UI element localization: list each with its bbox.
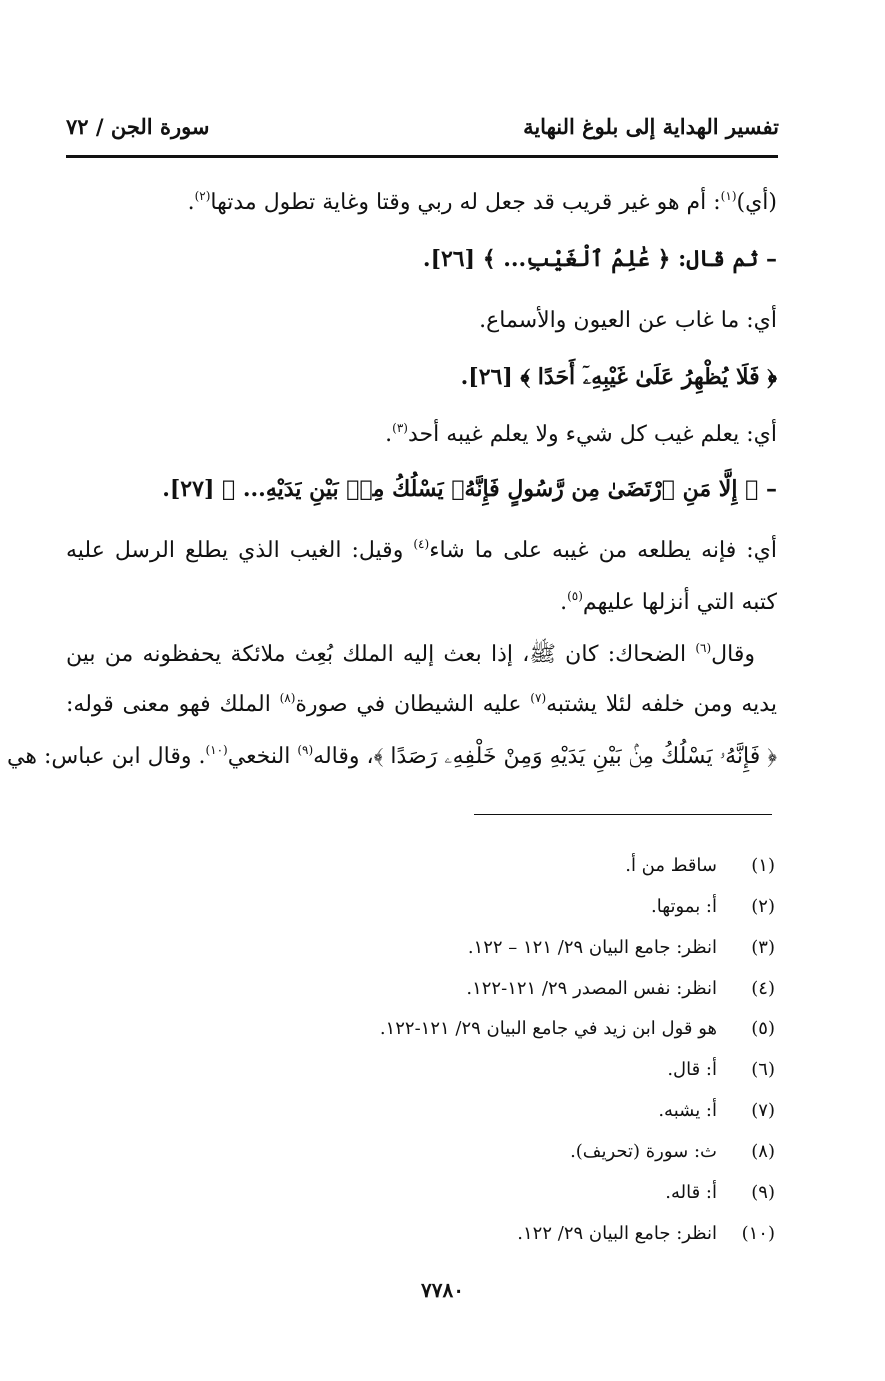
page-number: ٧٧٨٠: [421, 1278, 464, 1302]
footnote-text: انظر: نفس المصدر ٢٩/ ١٢١-١٢٢.: [466, 978, 717, 999]
footnote-ref: (٣): [392, 421, 408, 435]
footnote-ref: (٦): [695, 641, 712, 655]
body-line-6: – ﴿ إِلَّا مَنِ ٱرْتَضَىٰ مِن رَّسُولٍ فَإِنَّهُۥ يَسْلُكُ مِنۢ بَيْنِ يَدَيْهِ... ﴾ [٢٧].: [162, 476, 777, 502]
footnote-item: [667, 1056, 775, 1084]
footnote-number: (٢): [751, 896, 775, 917]
body-line-3: أي: ما غاب عن العيون والأسماع.: [479, 308, 777, 333]
body-line-9: وقال$^{(٦)}$ الضحاك: كان ﷺ، إذا بعث إليه الملك بُعِث ملائكة يحفظونه من بين: [66, 641, 755, 667]
footnote-separator: [474, 814, 772, 815]
footnote-number: (٥): [751, 1018, 775, 1039]
footnote-ref: (٥): [567, 589, 583, 603]
footnote-item: [651, 893, 775, 921]
footnote-item: [570, 1138, 775, 1166]
footnote-ref: (٢): [194, 189, 211, 203]
footnote-text: أ: يشبه.: [658, 1100, 717, 1121]
footnote-number: (٣): [751, 937, 775, 958]
book-title: تفسير الهداية إلى بلوغ النهاية: [523, 114, 779, 139]
body-line-4: ﴿ فَلَا يُظْهِرُ عَلَىٰ غَيْبِهِۦٓ أَحَدًا ﴾ [٢٦].: [460, 364, 777, 390]
footnote-item: [658, 1097, 775, 1125]
footnote-item: [517, 1220, 775, 1248]
footnote-ref: (١٠): [205, 743, 228, 757]
footnote-number: (٨): [751, 1141, 775, 1162]
body-line-10: يديه ومن خلفه لئلا يشتبه$^{(٧)}$ عليه الشيطان في صورة$^{(٨)}$ الملك فهو معنى قوله:: [66, 691, 777, 717]
footnote-number: (٤): [751, 978, 775, 999]
footnote-item: [625, 852, 775, 880]
footnote-ref: (٤): [413, 537, 430, 551]
footnote-item: [466, 975, 775, 1003]
footnote-text: انظر: جامع البيان ٢٩/ ١٢٢.: [517, 1223, 717, 1244]
footnote-text: أ: بموتها.: [650, 896, 717, 917]
footnote-text: انظر: جامع البيان ٢٩/ ١٢١ – ١٢٢.: [467, 937, 717, 958]
body-line-1: (أي)$^{(١)}$: أم هو غير قريب قد جعل له ربي وقتا وغاية تطول مدتها$^{(٢)}$.: [187, 189, 777, 215]
footnote-number: (٦): [751, 1059, 775, 1080]
footnote-number: (٧): [751, 1100, 775, 1121]
footnote-number: (١٠): [741, 1223, 775, 1244]
footnote-item: [468, 934, 775, 962]
body-line-5: أي: يعلم غيب كل شيء ولا يعلم غيبه أحد$^{(٣)}$.: [385, 421, 777, 447]
footnote-text: أ: قاله.: [665, 1182, 717, 1203]
footnote-ref: (٨): [279, 691, 296, 705]
footnote-item: [665, 1179, 775, 1207]
body-line-8: كتبه التي أنزلها عليهم$^{(٥)}$.: [560, 589, 777, 615]
body-line-11: ﴿ فَإِنَّهُۥ يَسْلُكُ مِنۢ بَيْنِ يَدَيْهِ وَمِنْ خَلْفِهِۦ رَصَدًا ﴾، وقاله$^{(٩)}$ النخعي$^{(١٠)}$. وقال ابن عباس: هي: [7, 743, 777, 769]
body-line-7: أي: فإنه يطلعه من غيبه على ما شاء$^{(٤)}$ وقيل: الغيب الذي يطلع الرسل عليه: [66, 537, 777, 563]
footnote-ref: (٧): [530, 691, 547, 705]
footnote-text: أ: قال.: [667, 1059, 717, 1080]
footnote-number: (١): [751, 855, 775, 876]
footnote-text: ساقط من أ.: [625, 855, 717, 876]
footnote-item: [380, 1015, 775, 1043]
footnote-ref: (١): [720, 189, 737, 203]
footnote-text: هو قول ابن زيد في جامع البيان ٢٩/ ١٢١-١٢٢.: [379, 1018, 717, 1039]
footnote-text: ث: سورة (تحريف).: [570, 1141, 717, 1162]
surah-reference: سورة الجن / ٧٢: [66, 114, 210, 139]
body-line-2: – ثم قال: ﴿ عَٰلِمُ ٱلْغَيْبِ... ﴾ [٢٦].: [422, 246, 777, 272]
header-rule: [66, 155, 778, 158]
footnote-ref: (٩): [297, 743, 314, 757]
footnote-number: (٩): [751, 1182, 775, 1203]
